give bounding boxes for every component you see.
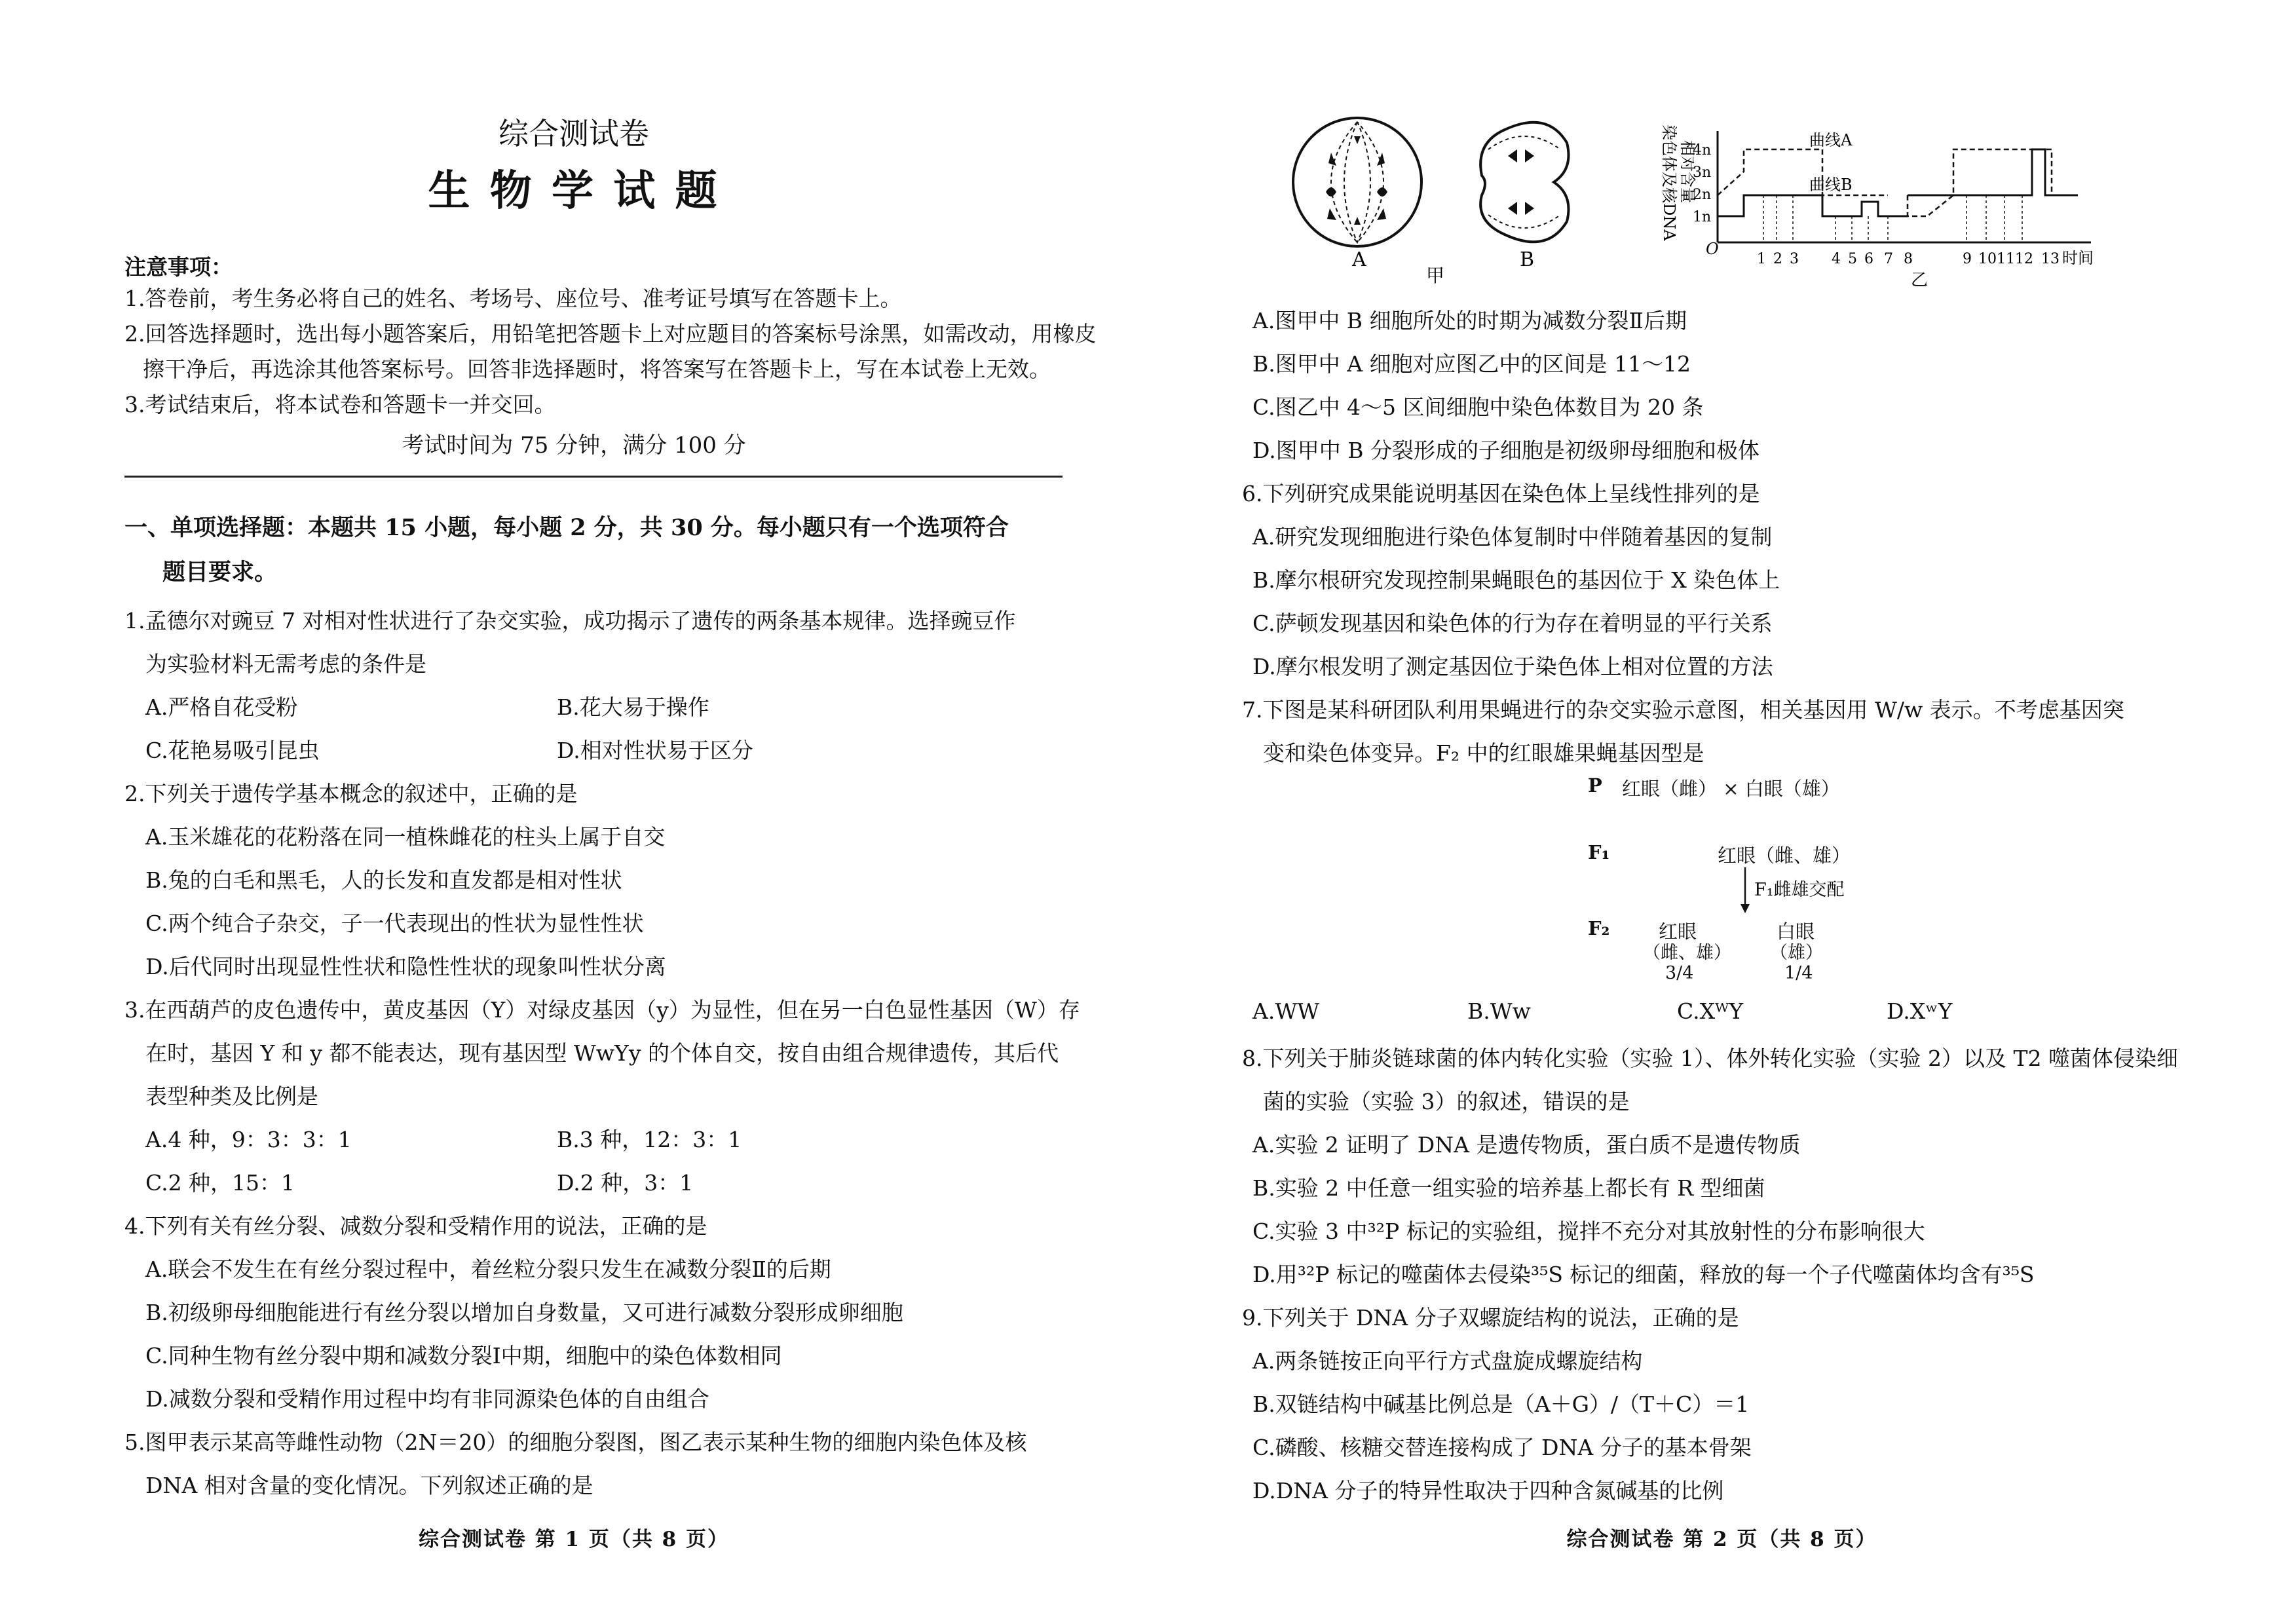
q4-option-d: D.减数分裂和受精作用过程中均有非同源染色体的自由组合	[145, 1386, 709, 1412]
figure-jia	[1285, 110, 1626, 287]
q7-option-d: D.XʷY	[1887, 998, 1953, 1024]
y-tick-2n: 2n	[1693, 187, 1712, 203]
q9-option-a: A.两条链按正向平行方式盘旋成螺旋结构	[1252, 1348, 1643, 1374]
divider-rule	[124, 476, 1063, 478]
origin-label: O	[1706, 240, 1719, 258]
question-3-stem-cont: 表型种类及比例是	[145, 1084, 318, 1109]
curve-b-label: 曲线B	[1809, 176, 1853, 194]
cross-f1-text: 红眼（雌、雄）	[1718, 844, 1851, 867]
y-tick-1n: 1n	[1693, 209, 1712, 225]
q5-option-d: D.图甲中 B 分裂形成的子细胞是初级卵母细胞和极体	[1252, 438, 1760, 463]
question-8-stem-cont: 菌的实验（实验 3）的叙述，错误的是	[1263, 1089, 1630, 1114]
q4-option-a: A.联会不发生在有丝分裂过程中，着丝粒分裂只发生在减数分裂Ⅱ的后期	[145, 1256, 831, 1282]
x-axis-unit: 时间	[2062, 249, 2094, 267]
notice-heading: 注意事项：	[124, 254, 233, 280]
q8-option-b: B.实验 2 中任意一组实验的培养基上都长有 R 型细菌	[1252, 1175, 1765, 1201]
exam-title: 生 物 学 试 题	[428, 166, 720, 216]
q4-option-b: B.初级卵母细胞能进行有丝分裂以增加自身数量，又可进行减数分裂形成卵细胞	[145, 1300, 903, 1325]
x-tick: 10	[1978, 251, 1997, 267]
time-guides	[1763, 195, 2022, 242]
x-tick: 12	[2015, 251, 2033, 267]
y-axis-label-line1: 染色体及核DNA	[1660, 124, 1678, 241]
q3-option-d: D.2 种，3：1	[557, 1170, 694, 1196]
question-5-stem-cont: DNA 相对含量的变化情况。下列叙述正确的是	[145, 1473, 593, 1498]
cross-p-text: 红眼（雌） × 白眼（雄）	[1622, 778, 1840, 800]
q7-option-c: C.XᵂY	[1677, 998, 1744, 1024]
figure-yi	[1646, 111, 2117, 295]
q3-option-a: A.4 种，9：3：3：1	[145, 1127, 352, 1152]
cross-f1-label: F₁	[1588, 841, 1610, 863]
cell-b-drawing	[1480, 123, 1568, 242]
q6-option-d: D.摩尔根发明了测定基因位于染色体上相对位置的方法	[1252, 654, 1773, 679]
cross-f2-red-sex: （雌、雄）	[1643, 943, 1731, 963]
question-4-stem: 4.下列有关有丝分裂、减数分裂和受精作用的说法，正确的是	[124, 1213, 707, 1239]
question-2-stem: 2.下列关于遗传学基本概念的叙述中，正确的是	[124, 781, 578, 806]
x-tick: 2	[1773, 251, 1782, 267]
q1-option-b: B.花大易于操作	[557, 694, 709, 720]
cross-f2-white-ratio: 1/4	[1784, 963, 1813, 983]
q8-option-d: D.用³²P 标记的噬菌体去侵染³⁵S 标记的细菌，释放的每一个子代噬菌体均含有³⁵S	[1252, 1262, 2035, 1287]
q3-option-c: C.2 种，15：1	[145, 1170, 295, 1196]
cross-f2-white-sex: （雄）	[1770, 943, 1823, 963]
notice-item: 擦干净后，再选涂其他答案标号。回答非选择题时，将答案写在答题卡上，写在本试卷上无效。	[143, 356, 1051, 382]
q9-option-b: B.双链结构中碱基比例总是（A＋G）/（T＋C）＝1	[1252, 1391, 1750, 1417]
y-axis-label-line2: 相对含量	[1678, 140, 1697, 203]
cell-a-label: A	[1352, 248, 1366, 271]
x-tick: 3	[1790, 251, 1799, 267]
q3-option-b: B.3 种，12：3：1	[557, 1127, 742, 1152]
q6-option-b: B.摩尔根研究发现控制果蝇眼色的基因位于 X 染色体上	[1252, 567, 1780, 593]
cross-f2-label: F₂	[1588, 917, 1610, 939]
notice-item: 2.回答选择题时，选出每小题答案后，用铅笔把答题卡上对应题目的答案标号涂黑，如需改动，用橡皮	[124, 321, 1097, 347]
q5-option-a: A.图甲中 B 细胞所处的时期为减数分裂Ⅱ后期	[1252, 308, 1687, 333]
q8-option-c: C.实验 3 中³²P 标记的实验组，搅拌不充分对其放射性的分布影响很大	[1252, 1218, 1925, 1244]
cross-p-label: P	[1588, 774, 1602, 797]
x-tick: 11	[1997, 251, 2015, 267]
q7-option-b: B.Ww	[1467, 998, 1531, 1024]
x-tick: 1	[1757, 251, 1766, 267]
exam-page-2	[1148, 0, 2296, 1624]
curve-a-line-2	[1908, 149, 2052, 216]
question-3-stem: 3.在西葫芦的皮色遗传中，黄皮基因（Y）对绿皮基因（y）为显性，但在另一白色显性基因（W）存	[124, 997, 1080, 1023]
x-tick: 5	[1848, 251, 1857, 267]
figure-yi-caption: 乙	[1911, 271, 1929, 290]
q2-option-d: D.后代同时出现显性性状和隐性性状的现象叫性状分离	[145, 954, 666, 979]
y-tick-4n: 4n	[1693, 142, 1712, 159]
question-6-stem: 6.下列研究成果能说明基因在染色体上呈线性排列的是	[1242, 481, 1760, 506]
notice-item: 3.考试结束后，将本试卷和答题卡一并交回。	[124, 392, 556, 417]
q9-option-d: D.DNA 分子的特异性取决于四种含氮碱基的比例	[1252, 1478, 1724, 1503]
exam-subtitle: 综合测试卷	[499, 116, 649, 151]
question-5-stem: 5.图甲表示某高等雌性动物（2N＝20）的细胞分裂图，图乙表示某种生物的细胞内染色体及核	[124, 1429, 1027, 1455]
question-1-stem: 1.孟德尔对豌豆 7 对相对性状进行了杂交实验，成功揭示了遗传的两条基本规律。选择豌豆作	[124, 608, 1016, 633]
time-note: 考试时间为 75 分钟，满分 100 分	[402, 432, 746, 459]
q2-option-b: B.兔的白毛和黑毛，人的长发和直发都是相对性状	[145, 867, 622, 893]
x-tick: 4	[1832, 251, 1841, 267]
question-9-stem: 9.下列关于 DNA 分子双螺旋结构的说法，正确的是	[1242, 1305, 1739, 1331]
q2-option-a: A.玉米雄花的花粉落在同一植株雌花的柱头上属于自交	[145, 824, 666, 850]
cross-f2-white: 白眼	[1777, 920, 1815, 943]
q7-option-a: A.WW	[1252, 998, 1320, 1024]
question-1-stem-cont: 为实验材料无需考虑的条件是	[145, 651, 426, 677]
cross-f2-red: 红眼	[1659, 920, 1697, 943]
x-tick: 7	[1884, 251, 1893, 267]
q6-option-c: C.萨顿发现基因和染色体的行为存在着明显的平行关系	[1252, 611, 1773, 636]
page-footer: 综合测试卷 第 2 页（共 8 页）	[1566, 1528, 1877, 1551]
question-3-stem-cont: 在时，基因 Y 和 y 都不能表达，现有基因型 WwYy 的个体自交，按自由组合规律遗传，其后代	[145, 1040, 1059, 1066]
question-8-stem: 8.下列关于肺炎链球菌的体内转化实验（实验 1）、体外转化实验（实验 2）以及 T2 噬菌体侵染细	[1242, 1046, 2178, 1071]
q2-option-c: C.两个纯合子杂交，子一代表现出的性状为显性性状	[145, 911, 644, 936]
cell-a-drawing	[1293, 118, 1421, 246]
section-heading: 一、单项选择题：本题共 15 小题，每小题 2 分，共 30 分。每小题只有一个选项符合	[124, 514, 1009, 541]
q1-option-d: D.相对性状易于区分	[557, 738, 753, 763]
q4-option-c: C.同种生物有丝分裂中期和减数分裂Ⅰ中期，细胞中的染色体数相同	[145, 1343, 782, 1369]
curve-a-label: 曲线A	[1809, 131, 1853, 149]
x-tick: 13	[2041, 251, 2060, 267]
cross-f2-red-ratio: 3/4	[1665, 963, 1694, 983]
x-tick: 8	[1904, 251, 1913, 267]
x-tick: 9	[1963, 251, 1972, 267]
q5-option-c: C.图乙中 4～5 区间细胞中染色体数目为 20 条	[1252, 394, 1704, 420]
question-7-stem-cont: 变和染色体变异。F₂ 中的红眼雄果蝇基因型是	[1263, 740, 1704, 766]
q1-option-a: A.严格自花受粉	[145, 694, 298, 720]
q5-option-b: B.图甲中 A 细胞对应图乙中的区间是 11～12	[1252, 351, 1691, 377]
cross-f1-mating: F₁雌雄交配	[1754, 880, 1845, 900]
cross-arrow	[1739, 867, 1752, 915]
notice-item: 1.答卷前，考生务必将自己的姓名、考场号、座位号、准考证号填写在答题卡上。	[124, 286, 902, 311]
x-tick: 6	[1864, 251, 1873, 267]
question-7-stem: 7.下图是某科研团队利用果蝇进行的杂交实验示意图，相关基因用 W/w 表示。不考虑基因突	[1242, 697, 2124, 723]
y-tick-3n: 3n	[1693, 164, 1712, 181]
cell-b-label: B	[1520, 248, 1535, 271]
q1-option-c: C.花艳易吸引昆虫	[145, 738, 320, 763]
q8-option-a: A.实验 2 证明了 DNA 是遗传物质，蛋白质不是遗传物质	[1252, 1132, 1801, 1158]
curve-b-line	[1718, 195, 1908, 216]
section-heading-cont: 题目要求。	[162, 559, 278, 586]
page-footer: 综合测试卷 第 1 页（共 8 页）	[418, 1528, 730, 1551]
curve-a-line	[1718, 149, 1888, 195]
figure-jia-caption: 甲	[1426, 265, 1445, 286]
q9-option-c: C.磷酸、核糖交替连接构成了 DNA 分子的基本骨架	[1252, 1435, 1752, 1460]
q6-option-a: A.研究发现细胞进行染色体复制时中伴随着基因的复制	[1252, 524, 1773, 550]
